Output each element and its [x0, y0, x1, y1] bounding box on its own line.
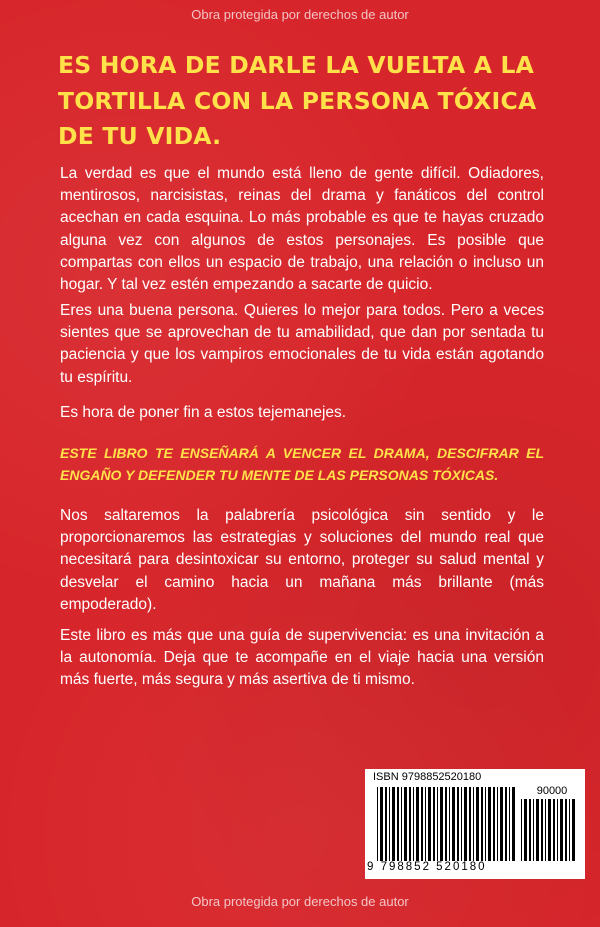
barcode-bar [545, 799, 546, 861]
barcode-bar [533, 799, 534, 861]
barcode-bar [397, 787, 399, 861]
barcode-bar [536, 799, 539, 861]
barcode-bar [521, 799, 522, 861]
barcode-bar [389, 787, 390, 861]
barcode-bar [401, 787, 402, 861]
isbn-barcode [365, 769, 585, 879]
barcode-bar [488, 787, 491, 861]
barcode-bar [500, 787, 503, 861]
paragraph-time-to-end: Es hora de poner fin a estos tejemanejes. [60, 404, 347, 421]
barcode-bar [433, 787, 435, 861]
paragraph-intro: La verdad es que el mundo está lleno de gente difícil. Odiadores, mentirosos, narcisistas, reinas del drama y fanáticos del control acechan en cada esquina. Lo más probable es que te hayas cruzado alguna vez con algunos de estos personajes. Es posible que compartas con ellos un espacio de trabajo, una relación o incluso un hogar. Y tal vez estén empezando a sacarte de quicio. [60, 165, 544, 294]
barcode-bar [493, 787, 495, 861]
barcode-bar [413, 787, 414, 861]
paragraph-highlight: ESTE LIBRO TE ENSEÑARÁ A VENCER EL DRAMA, DESCIFRAR EL ENGAÑO Y DEFENDER TU MENTE DE LAS PERSONAS TÓXICAS. [60, 445, 544, 484]
barcode-bar [565, 799, 567, 861]
barcode-bar [464, 787, 467, 861]
paragraph-good-person: Eres una buena persona. Quieres lo mejor para todos. Pero a veces sientes que se aprovechan de tu amabilidad, que dan por sentada tu paciencia y que los vampiros emocionales de tu vida están agotando tu espíritu. [60, 302, 544, 386]
barcode-bar [457, 787, 459, 861]
barcode-bar [541, 799, 543, 861]
barcode-bar [497, 787, 498, 861]
barcode-bar [425, 787, 426, 861]
addon-barcode-bars [521, 799, 579, 861]
isbn-label: ISBN 9798852520180 [373, 771, 482, 783]
barcode-bar [476, 787, 479, 861]
barcode-bar [572, 799, 575, 861]
barcode-bar [440, 787, 443, 861]
barcode-bar [377, 787, 378, 861]
barcode-bar [392, 787, 395, 861]
barcode-bar [437, 787, 438, 861]
ean-digits: 9 798852 520180 [367, 861, 487, 873]
barcode-bar [461, 787, 462, 861]
barcode-bar [553, 799, 555, 861]
barcode-bar [529, 799, 531, 861]
barcode-bar [469, 787, 471, 861]
barcode-bar [445, 787, 447, 861]
barcode-bar [512, 787, 515, 861]
barcode-addon-number: 90000 [536, 785, 568, 797]
barcode-bar [481, 787, 483, 861]
copyright-watermark-top: Obra protegida por derechos de autor [191, 7, 409, 22]
barcode-bar [385, 787, 387, 861]
ean-barcode-bars [377, 787, 517, 861]
barcode-bar [421, 787, 423, 861]
barcode-bar [428, 787, 431, 861]
barcode-bar [473, 787, 474, 861]
barcode-bar [505, 787, 507, 861]
paragraph-strategies: Nos saltaremos la palabrería psicológica sin sentido y le proporcionaremos las estrategias y soluciones del mundo real que necesitará para desintoxicar su entorno, proteger su salud mental y desvelar el camino hacia un mañana más brillante (más empoderado). [60, 507, 544, 613]
barcode-bar [524, 799, 527, 861]
barcode-bar [416, 787, 419, 861]
paragraph-autonomy: Este libro es más que una guía de supervivencia: es una invitación a la autonomía. Deja que te acompañe en el viaje hacia una versión más fuerte, más segura y más asertiva de ti mismo. [60, 627, 544, 689]
barcode-bar [449, 787, 450, 861]
barcode-bar [557, 799, 558, 861]
barcode-bar [485, 787, 486, 861]
headline: ES HORA DE DARLE LA VUELTA A LA TORTILLA CON LA PERSONA TÓXICA DE TU VIDA. [58, 51, 537, 150]
barcode-bar [409, 787, 411, 861]
barcode-bar [380, 787, 383, 861]
barcode-bar [560, 799, 563, 861]
barcode-bar [509, 787, 510, 861]
barcode-bar [548, 799, 551, 861]
barcode-bar [452, 787, 455, 861]
barcode-bar [404, 787, 407, 861]
barcode-bar [569, 799, 570, 861]
copyright-watermark-bottom: Obra protegida por derechos de autor [191, 894, 409, 909]
